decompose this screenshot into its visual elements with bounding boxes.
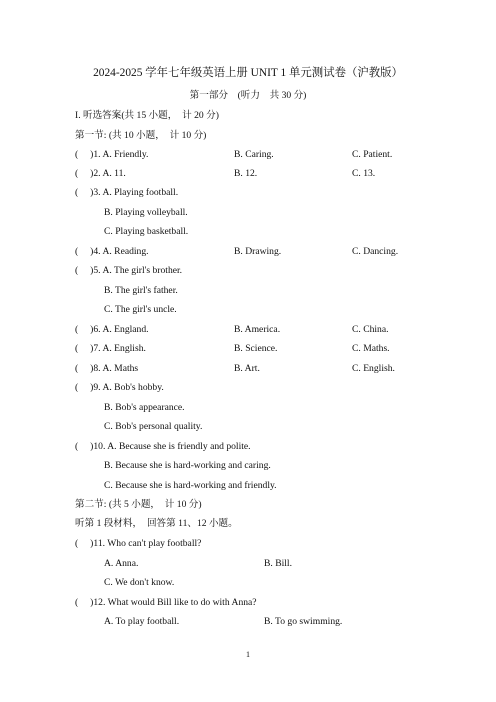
question-5: ( )5. A. The girl's brother. (75, 265, 183, 276)
question-2-option-b: B. 12. (234, 168, 258, 179)
question-3-option-b: B. Playing volleyball. (104, 207, 188, 218)
listening-heading: I. 听选答案(共 15 小题， 计 20 分) (75, 110, 219, 121)
section2-instruction: 听第 1 段材料， 回答第 11、12 小题。 (75, 518, 238, 529)
question-10-option-c: C. Because she is hard-working and friendly. (104, 480, 277, 491)
question-9-option-c: C. Bob's personal quality. (104, 421, 203, 432)
question-7: ( )7. A. English. (75, 343, 146, 354)
section2-heading: 第二节: (共 5 小题， 计 10 分) (75, 499, 202, 510)
question-12-option-b: B. To go swimming. (264, 616, 343, 627)
question-6-option-b: B. America. (234, 324, 281, 335)
question-10: ( )10. A. Because she is friendly and polite. (75, 441, 251, 452)
question-1-option-b: B. Caring. (234, 149, 274, 160)
question-3: ( )3. A. Playing football. (75, 187, 179, 198)
question-7-option-b: B. Science. (234, 343, 278, 354)
question-11-option-c: C. We don't know. (104, 577, 175, 588)
question-11-option-b: B. Bill. (264, 558, 292, 569)
question-10-option-b: B. Because she is hard-working and caring. (104, 460, 271, 471)
question-8-option-c: C. English. (352, 363, 395, 374)
question-6: ( )6. A. England. (75, 324, 149, 335)
question-1-option-c: C. Patient. (352, 149, 393, 160)
section1-heading: 第一节: (共 10 小题， 计 10 分) (75, 130, 207, 141)
question-4-option-c: C. Dancing. (352, 246, 399, 257)
question-12-option-a: A. To play football. (104, 616, 180, 627)
question-9-option-b: B. Bob's appearance. (104, 402, 185, 413)
question-4-option-b: B. Drawing. (234, 246, 282, 257)
question-2-option-c: C. 13. (352, 168, 376, 179)
question-11-option-a: A. Anna. (104, 558, 139, 569)
question-5-option-c: C. The girl's uncle. (104, 304, 177, 315)
question-2: ( )2. A. 11. (75, 168, 126, 179)
question-7-option-c: C. Maths. (352, 343, 390, 354)
question-4: ( )4. A. Reading. (75, 246, 149, 257)
question-3-option-c: C. Playing basketball. (104, 226, 189, 237)
question-12: ( )12. What would Bill like to do with Anna? (75, 597, 257, 608)
part-heading: 第一部分 (听力 共 30 分) (189, 90, 307, 101)
question-1: ( )1. A. Friendly. (75, 149, 149, 160)
question-6-option-c: C. China. (352, 324, 389, 335)
question-8: ( )8. A. Maths (75, 363, 139, 374)
question-11: ( )11. Who can't play football? (75, 538, 202, 549)
page-number: 1 (246, 650, 250, 659)
question-8-option-b: B. Art. (234, 363, 260, 374)
exam-title: 2024-2025 学年七年级英语上册 UNIT 1 单元测试卷（沪教版） (93, 67, 403, 79)
question-5-option-b: B. The girl's father. (104, 285, 178, 296)
question-9: ( )9. A. Bob's hobby. (75, 382, 164, 393)
